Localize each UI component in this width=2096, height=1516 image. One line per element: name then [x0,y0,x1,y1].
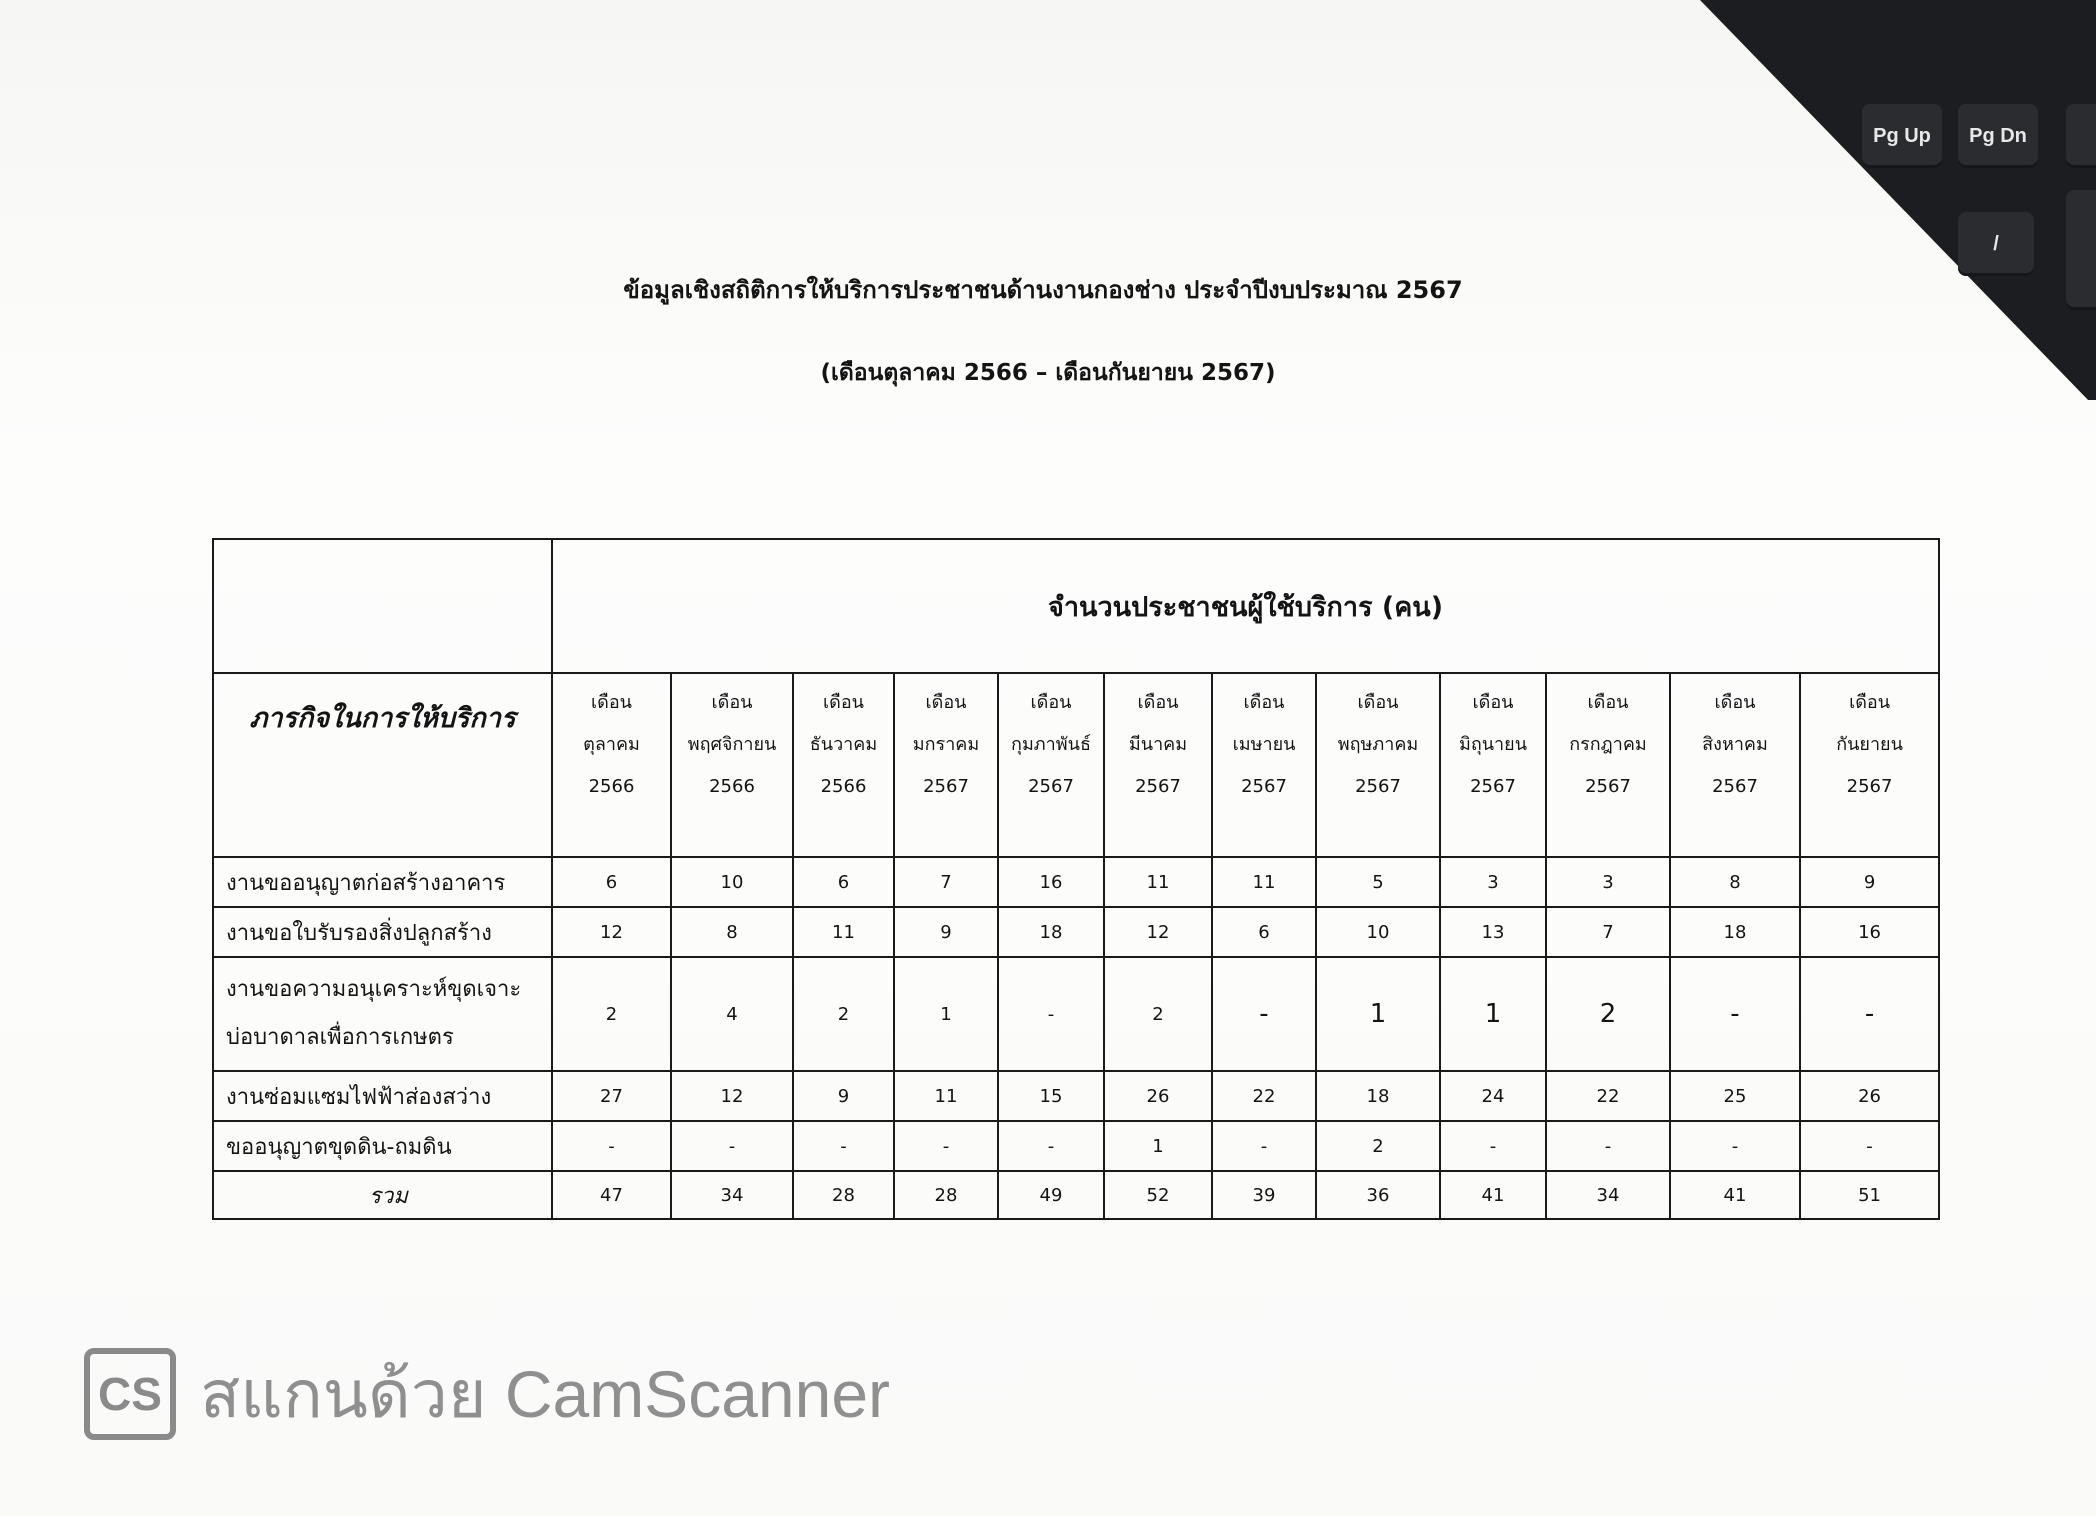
month-header: เดือน ธันวาคม 2566 [793,673,894,857]
value-cell: - [1546,1121,1670,1171]
task-label: งานขอใบรับรองสิ่งปลูกสร้าง [213,907,552,957]
task-header: ภารกิจในการให้บริการ [213,673,552,857]
value-cell: 2 [793,957,894,1071]
value-cell: 7 [894,857,998,907]
value-cell: 6 [1212,907,1316,957]
total-cell: 34 [1546,1171,1670,1219]
total-cell: 47 [552,1171,671,1219]
value-cell: 11 [793,907,894,957]
value-cell: - [998,1121,1104,1171]
slash-key: / [1958,212,2034,276]
value-cell: 11 [1212,857,1316,907]
table-row [213,857,1939,907]
value-cell: - [671,1121,793,1171]
value-cell: 7 [1546,907,1670,957]
value-cell: 2 [1546,957,1670,1071]
total-cell: 34 [671,1171,793,1219]
value-cell: 15 [998,1071,1104,1121]
value-cell: 3 [1546,857,1670,907]
value-cell: 18 [1316,1071,1440,1121]
month-header: เดือน สิงหาคม 2567 [1670,673,1800,857]
total-cell: 39 [1212,1171,1316,1219]
value-cell: - [894,1121,998,1171]
value-cell: 1 [1316,957,1440,1071]
total-cell: 28 [793,1171,894,1219]
total-row [213,1171,1939,1219]
value-cell: - [1670,957,1800,1071]
camscanner-watermark [84,1348,890,1440]
month-header: เดือน กุมภาพันธ์ 2567 [998,673,1104,857]
value-cell: 18 [998,907,1104,957]
value-cell: 27 [552,1071,671,1121]
table-row [213,1121,1939,1171]
value-cell: 8 [1670,857,1800,907]
value-cell: - [998,957,1104,1071]
pgup-key: Pg Up [1862,104,1942,168]
value-cell: - [1212,957,1316,1071]
value-cell: 24 [1440,1071,1546,1121]
month-header: เดือน กันยายน 2567 [1800,673,1939,857]
task-label: งานขออนุญาตก่อสร้างอาคาร [213,857,552,907]
month-header: เดือน มิถุนายน 2567 [1440,673,1546,857]
total-cell: 36 [1316,1171,1440,1219]
watermark-text: สแกนด้วย CamScanner [200,1356,891,1431]
value-cell: - [1212,1121,1316,1171]
value-cell: 1 [1104,1121,1212,1171]
value-cell: - [1800,957,1939,1071]
value-cell: 12 [552,907,671,957]
value-cell: 11 [894,1071,998,1121]
task-label: งานขอความอนุเคราะห์ขุดเจาะ บ่อบาดาลเพื่อการเกษตร [213,957,552,1071]
camscanner-logo-icon: CS [84,1348,176,1440]
value-cell: 25 [1670,1071,1800,1121]
task-label: งานซ่อมแซมไฟฟ้าส่องสว่าง [213,1071,552,1121]
value-cell: 9 [1800,857,1939,907]
total-cell: 28 [894,1171,998,1219]
value-cell: 26 [1800,1071,1939,1121]
value-cell: 2 [1104,957,1212,1071]
value-cell: 1 [1440,957,1546,1071]
value-cell: 1 [894,957,998,1071]
value-cell: 9 [894,907,998,957]
document-subtitle: (เดือนตุลาคม 2566 – เดือนกันยายน 2567) [820,360,1276,386]
value-cell: 5 [1316,857,1440,907]
value-cell: 9 [793,1071,894,1121]
total-label: รวม [213,1171,552,1219]
total-cell: 41 [1440,1171,1546,1219]
pgdn-key: Pg Dn [1958,104,2038,168]
value-cell: 6 [793,857,894,907]
value-cell: 16 [998,857,1104,907]
value-cell: 12 [1104,907,1212,957]
value-cell: 2 [552,957,671,1071]
value-cell: 10 [1316,907,1440,957]
value-cell: 18 [1670,907,1800,957]
month-header: เดือน เมษายน 2567 [1212,673,1316,857]
value-cell: 26 [1104,1071,1212,1121]
statistics-table [212,538,1940,1220]
table-row [213,907,1939,957]
month-header: เดือน พฤศจิกายน 2566 [671,673,793,857]
value-cell: 16 [1800,907,1939,957]
total-cell: 41 [1670,1171,1800,1219]
task-label: ขออนุญาตขุดดิน-ถมดิน [213,1121,552,1171]
keyboard-edge-key [2066,104,2096,168]
month-header: เดือน ตุลาคม 2566 [552,673,671,857]
value-cell: 22 [1546,1071,1670,1121]
month-header: เดือน มกราคม 2567 [894,673,998,857]
blank-corner-cell [213,539,552,673]
value-cell: 3 [1440,857,1546,907]
month-header: เดือน กรกฎาคม 2567 [1546,673,1670,857]
month-header: เดือน มีนาคม 2567 [1104,673,1212,857]
table-row [213,1071,1939,1121]
value-cell: 10 [671,857,793,907]
value-cell: - [1800,1121,1939,1171]
value-cell: 4 [671,957,793,1071]
value-cell: 12 [671,1071,793,1121]
value-cell: 13 [1440,907,1546,957]
month-header: เดือน พฤษภาคม 2567 [1316,673,1440,857]
table-row [213,957,1939,1071]
total-cell: 52 [1104,1171,1212,1219]
total-cell: 51 [1800,1171,1939,1219]
value-cell: 6 [552,857,671,907]
value-cell: 8 [671,907,793,957]
value-cell: 22 [1212,1071,1316,1121]
group-header: จำนวนประชาชนผู้ใช้บริการ (คน) [552,539,1939,673]
value-cell: - [793,1121,894,1171]
value-cell: - [1670,1121,1800,1171]
document-title: ข้อมูลเชิงสถิติการให้บริการประชาชนด้านงานกองช่าง ประจำปีงบประมาณ 2567 [623,276,1463,304]
value-cell: 11 [1104,857,1212,907]
total-cell: 49 [998,1171,1104,1219]
value-cell: - [552,1121,671,1171]
value-cell: - [1440,1121,1546,1171]
value-cell: 2 [1316,1121,1440,1171]
